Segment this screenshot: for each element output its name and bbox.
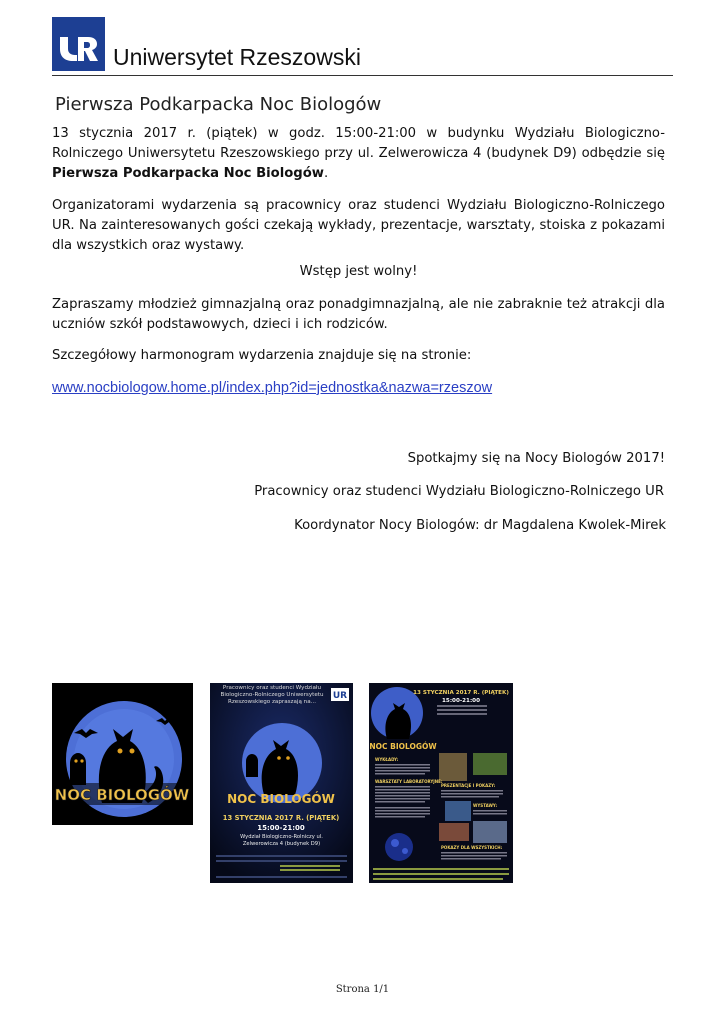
poster3-date: 13 STYCZNIA 2017 R. (PIĄTEK) xyxy=(413,690,509,696)
program-poster-image xyxy=(369,683,513,883)
logo-text: NOC BIOLOGÓW xyxy=(54,786,190,804)
page-title: Pierwsza Podkarpacka Noc Biologów xyxy=(55,94,382,115)
noc-biologow-logo-image xyxy=(52,683,193,825)
coordinator-signature: Koordynator Nocy Biologów: dr Magdalena Kwolek-Mirek xyxy=(294,518,666,533)
poster3-section-shows: POKAZY DLA WSZYSTKICH: xyxy=(441,845,503,850)
intro-end: . xyxy=(324,166,329,181)
poster3-title: NOC BIOLOGÓW xyxy=(369,742,437,751)
poster2-title: NOC BIOLOGÓW xyxy=(227,792,335,806)
poster2-top-text: Pracownicy oraz studenci Wydziału Biologiczno-Rolniczego Uniwersytetu Rzeszowskiego zapraszają na... xyxy=(220,685,324,705)
poster3-section-lectures: WYKŁADY: xyxy=(375,757,399,762)
intro-paragraph xyxy=(52,124,665,184)
poster2-time: 15:00-21:00 xyxy=(257,824,305,832)
organizers-signature: Pracownicy oraz studenci Wydziału Biologiczno-Rolniczego UR xyxy=(254,484,664,499)
page-number: Strona 1/1 xyxy=(335,984,390,995)
poster2-date: 13 STYCZNIA 2017 R. (PIĄTEK) xyxy=(222,814,340,822)
organizers-paragraph: Organizatorami wydarzenia są pracownicy oraz studenci Wydziału Biologiczno-Rolniczego UR. Na zainteresowanych gości czekają wykłady, prezentacje, warsztaty, stoiska z pokazami dla wszystkich oraz wystawy. xyxy=(52,198,665,253)
schedule-paragraph: Szczegółowy harmonogram wydarzenia znajduje się na stronie: xyxy=(52,348,472,363)
free-entry-text: Wstęp jest wolny! xyxy=(299,264,418,279)
university-name: Uniwersytet Rzeszowski xyxy=(113,44,361,70)
intro-text: 13 stycznia 2017 r. (piątek) w godz. 15:00-21:00 w budynku Wydziału Biologiczno-Rolniczego Uniwersytetu Rzeszowskiego przy ul. Zelwerowicza 4 (budynek D9) odbędzie się xyxy=(52,126,665,161)
invitation-paragraph: Zapraszamy młodzież gimnazjalną oraz ponadgimnazjalną, ale nie zabraknie też atrakcji dla uczniów szkół podstawowych, dzieci i ich rodziców. xyxy=(52,297,665,332)
poster3-time: 15:00-21:00 xyxy=(442,698,480,704)
poster3-section-presentations: PREZENTACJE I POKAZY: xyxy=(441,783,496,788)
event-name-bold: Pierwsza Podkarpacka Noc Biologów xyxy=(52,166,324,181)
poster3-section-exhibitions: WYSTAWY: xyxy=(473,803,498,808)
university-logo xyxy=(52,17,105,71)
schedule-link[interactable]: www.nocbiologow.home.pl/index.php?id=jednostka&nazwa=rzeszow xyxy=(52,380,493,396)
poster2-place: Wydział Biologiczno-Rolniczy ul. Zelwerowicza 4 (budynek D9) xyxy=(240,834,323,847)
svg-text:UR: UR xyxy=(332,691,348,701)
poster3-section-workshops: WARSZTATY LABORATORYJNE: xyxy=(375,779,443,784)
header-divider xyxy=(52,75,673,76)
closing-line: Spotkajmy się na Nocy Biologów 2017! xyxy=(407,451,665,466)
event-poster-image xyxy=(210,683,353,883)
